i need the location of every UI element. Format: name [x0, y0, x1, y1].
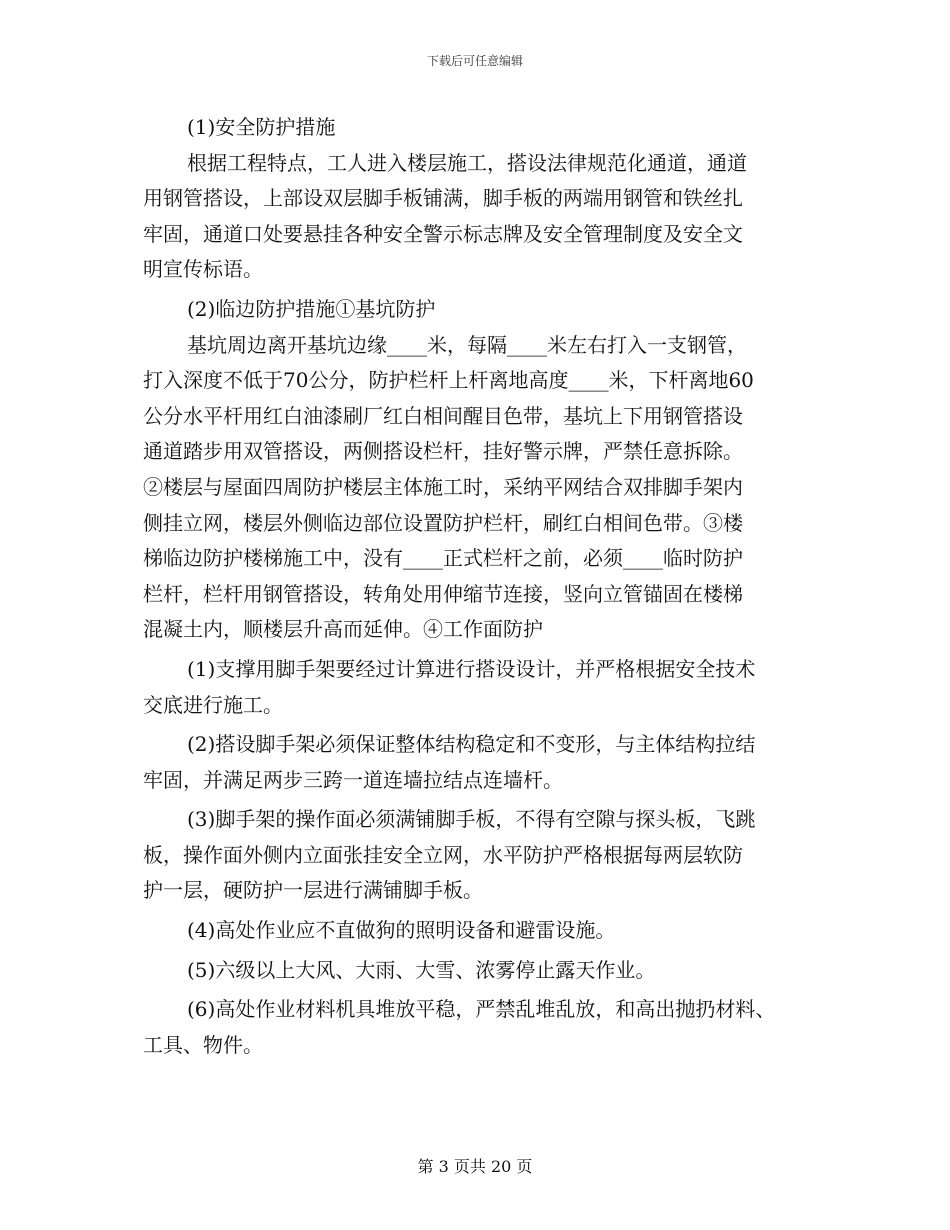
text-line: (5)六级以上大风、大雨、大雪、浓雾停止露天作业。: [187, 957, 656, 982]
text-line: 护一层，硬防护一层进行满铺脚手板。: [143, 878, 483, 903]
page-footer: 第 3 页共 20 页: [417, 1157, 533, 1176]
text-line: (1)支撑用脚手架要经过计算进行搭设设计，并严格根据安全技术: [187, 656, 756, 681]
text-line: (2)搭设脚手架必须保证整体结构稳定和不变形，与主体结构拉结: [187, 732, 756, 757]
text-line: (3)脚手架的操作面必须满铺脚手板，不得有空隙与探头板，飞跳: [187, 807, 756, 832]
text-line: 工具、物件。: [143, 1032, 263, 1057]
text-line: 混凝土内，顺楼层升高而延伸。④工作面防护: [143, 617, 543, 642]
text-line: (1)安全防护措施: [187, 115, 336, 139]
text-line: (6)高处作业材料机具堆放平稳，严禁乱堆乱放，和高出抛扔材料、: [187, 997, 776, 1022]
text-line: 基坑周边离开基坑边缘____米，每隔____米左右打入一支钢管，: [187, 332, 747, 357]
text-line: (4)高处作业应不直做狗的照明设备和避雷设施。: [187, 918, 616, 943]
text-line: ②楼层与屋面四周防护楼层主体施工时，采纳平网结合双排脚手架内: [143, 474, 743, 499]
text-line: 交底进行施工。: [143, 692, 283, 717]
text-line: 牢固，并满足两步三跨一道连墙拉结点连墙杆。: [143, 767, 563, 792]
text-line: 公分水平杆用红白油漆刷厂红白相间醒目色带，基坑上下用钢管搭设: [143, 403, 743, 428]
text-line: 打入深度不低于70公分，防护栏杆上杆离地高度____米，下杆离地60: [143, 368, 754, 393]
text-line: 牢固，通道口处要悬挂各种安全警示标志牌及安全管理制度及安全文: [143, 221, 743, 246]
text-line: 侧挂立网，楼层外侧临边部位设置防护栏杆，刷红白相间色带。③楼: [143, 510, 743, 535]
text-line: 明宣传标语。: [143, 257, 263, 282]
text-line: 板，操作面外侧内立面张挂安全立网，水平防护严格根据每两层软防: [143, 842, 743, 867]
text-line: 根据工程特点，工人进入楼层施工，搭设法律规范化通道，通道: [187, 150, 747, 175]
text-line: (2)临边防护措施①基坑防护: [187, 296, 436, 321]
text-line: 梯临边防护楼梯施工中，没有____正式栏杆之前，必须____临时防护: [143, 546, 743, 571]
text-line: 栏杆，栏杆用钢管搭设，转角处用伸缩节连接，竖向立管锚固在楼梯: [143, 581, 743, 606]
page-header: 下载后可任意编辑: [426, 54, 523, 68]
text-line: 通道踏步用双管搭设，两侧搭设栏杆，挂好警示牌，严禁任意拆除。: [143, 439, 743, 464]
text-line: 用钢管搭设，上部设双层脚手板铺满，脚手板的两端用钢管和铁丝扎: [143, 186, 743, 211]
document-body: [143, 110, 808, 1063]
